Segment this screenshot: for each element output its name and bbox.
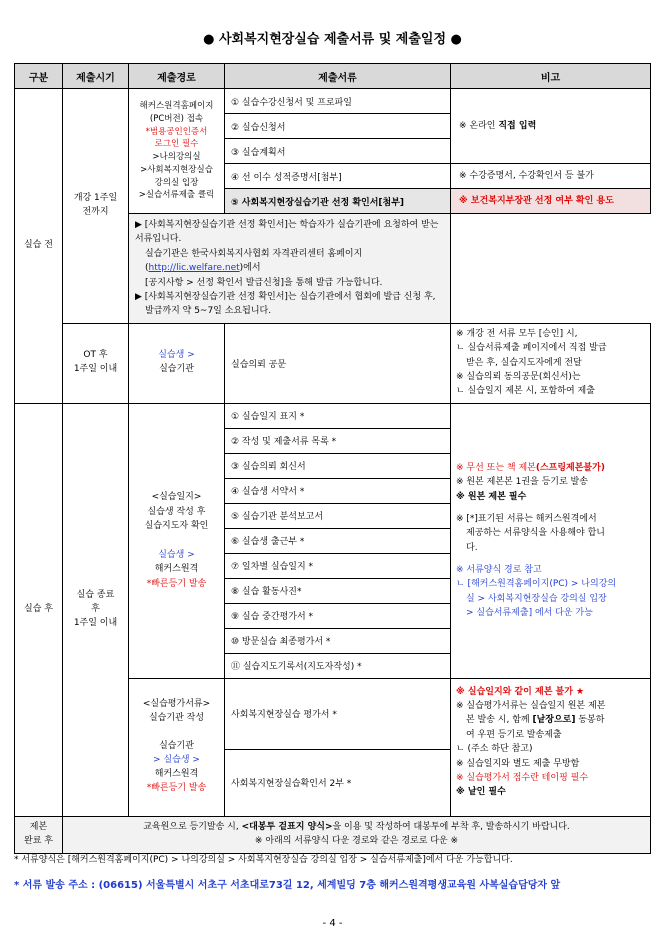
timing-after: 실습 종료 후 1주일 이내	[63, 403, 129, 816]
category-complete: 제본 완료 후	[15, 816, 63, 853]
doc-confirmation: 사회복지현장실습확인서 2부 *	[225, 749, 451, 816]
category-after: 실습 후	[15, 403, 63, 816]
doc-before-2: ② 실습신청서	[225, 114, 451, 139]
doc-after-10: ⑩ 방문실습 최종평가서 *	[225, 628, 451, 653]
route-before-1: 해커스원격홈페이지 (PC버전) 접속 *범용공인인증서 로그인 필수 >나의강의실 >사회복지현장실습 강의실 입장 >실습서류제출 클릭	[129, 89, 225, 214]
header-category: 구분	[15, 64, 63, 89]
mailing-address: * 서류 발송 주소 : (06615) 서울특별시 서초구 서초대로73길 12, 세계빌딩 7층 해커스원격평생교육원 사복실습담당자 앞	[14, 880, 561, 891]
note-after-journal: ※ 무선 또는 책 제본(스프링제본불가) ※ 원본 제본본 1권을 등기로 발송 ※ 원본 제본 필수 ※ [*]표기된 서류는 해커스원격에서 제공하는 서류양식을 사용해야 합니 다. ※ 서류양식 경로 참고 ㄴ [해커스원격홈페이지(PC) > 나의강의 실 > 사회복지현장실습 강의실 입장 > 실습서류제출] 에서 다운 가능	[451, 403, 651, 678]
timing-before-1: 개강 1주일 전까지	[63, 89, 129, 324]
header-notes: 비고	[451, 64, 651, 89]
doc-after-8: ⑧ 실습 활동사진*	[225, 578, 451, 603]
note-ot: ※ 개강 전 서류 모두 [승인] 시, ㄴ 실습서류제출 페이지에서 직접 발급 받은 후, 실습지도자에게 전달 ※ 실습의뢰 동의공문(회신서)는 ㄴ 실습일지 제본 시, 포함하여 제출	[451, 323, 651, 403]
doc-before-3: ③ 실습계획서	[225, 139, 451, 164]
timing-before-2: OT 후 1주일 이내	[63, 323, 129, 403]
note-certificate: ※ 수강증명서, 수강확인서 등 불가	[451, 164, 651, 189]
category-before: 실습 전	[15, 89, 63, 404]
doc-after-5: ⑤ 실습기관 분석보고서	[225, 503, 451, 528]
route-after-journal: <실습일지> 실습생 작성 후 실습지도자 확인 실습생 > 해커스원격 *빠른등기 발송	[129, 403, 225, 678]
doc-evaluation: 사회복지현장실습 평가서 *	[225, 678, 451, 749]
note-after-evaluation: ※ 실습일지와 같이 제본 불가 ★ ※ 실습평가서류는 실습일지 원본 제본 본 발송 시, 함께 [낱장으로] 동봉하 여 우편 등기로 발송제출 ㄴ (주소 하단 참고) ※ 실습일지와 별도 제출 무방함 ※ 실습평가서 점수란 테이핑 필수 ※ 낱인 필수	[451, 678, 651, 816]
doc-after-1: ① 실습일지 표지 *	[225, 403, 451, 428]
doc-after-11: ⑪ 실습지도기록서(지도자작성) *	[225, 653, 451, 678]
complete-instructions: 교육원으로 등기발송 시, <대봉투 겉표지 양식>을 이용 및 작성하여 대봉투에 부착 후, 발송하시기 바랍니다. ※ 아래의 서류양식 다운 경로와 같은 경로로 다운 ※	[63, 816, 651, 853]
doc-request-letter: 실습의뢰 공문	[225, 323, 451, 403]
route-after-evaluation: <실습평가서류> 실습기관 작성 실습기관 > 실습생 > 해커스원격 *빠른등기 발송	[129, 678, 225, 816]
page-number: - 4 -	[322, 918, 343, 929]
page-title: ● 사회복지현장실습 제출서류 및 제출일정 ●	[203, 32, 462, 47]
header-timing: 제출시기	[63, 64, 129, 89]
table-header-row	[15, 64, 651, 89]
info-box: ▶ [사회복지현장실습기관 선정 확인서]는 학습자가 실습기관에 요청하여 받는 서류입니다. 실습기관은 한국사회복지사협회 자격관리센터 홈페이지(http://lic.welfare.net)에서 [공지사항 > 선정 확인서 발급신청]을 통해 발급 가능합니다. ▶ [사회복지현장실습기관 선정 확인서]는 실습기관에서 협회에 발급 신청 후, 발급까지 약 5~7일 소요됩니다.	[129, 214, 451, 324]
doc-before-5: ⑤ 사회복지현장실습기관 선정 확인서[첨부]	[225, 189, 451, 214]
doc-after-9: ⑨ 실습 중간평가서 *	[225, 603, 451, 628]
doc-before-1: ① 실습수강신청서 및 프로파일	[225, 89, 451, 114]
header-documents: 제출서류	[225, 64, 451, 89]
note-online-input: ※ 온라인 직접 입력	[451, 89, 651, 164]
submission-table	[14, 63, 651, 854]
route-before-2: 실습생 > 실습기관	[129, 323, 225, 403]
doc-after-3: ③ 실습의뢰 회신서	[225, 453, 451, 478]
doc-after-7: ⑦ 일차별 실습일지 *	[225, 553, 451, 578]
doc-after-6: ⑥ 실습생 출근부 *	[225, 528, 451, 553]
note-ministry-check: ※ 보건복지부장관 선정 여부 확인 용도	[451, 189, 651, 214]
footnote: * 서류양식은 [해커스원격홈페이지(PC) > 나의강의실 > 사회복지현장실습 강의실 입장 > 실습서류제출]에서 다운 가능합니다.	[14, 855, 513, 865]
doc-before-4: ④ 선 이수 성적증명서[첨부]	[225, 164, 451, 189]
header-route: 제출경로	[129, 64, 225, 89]
doc-after-2: ② 작성 및 제출서류 목록 *	[225, 428, 451, 453]
doc-after-4: ④ 실습생 서약서 *	[225, 478, 451, 503]
